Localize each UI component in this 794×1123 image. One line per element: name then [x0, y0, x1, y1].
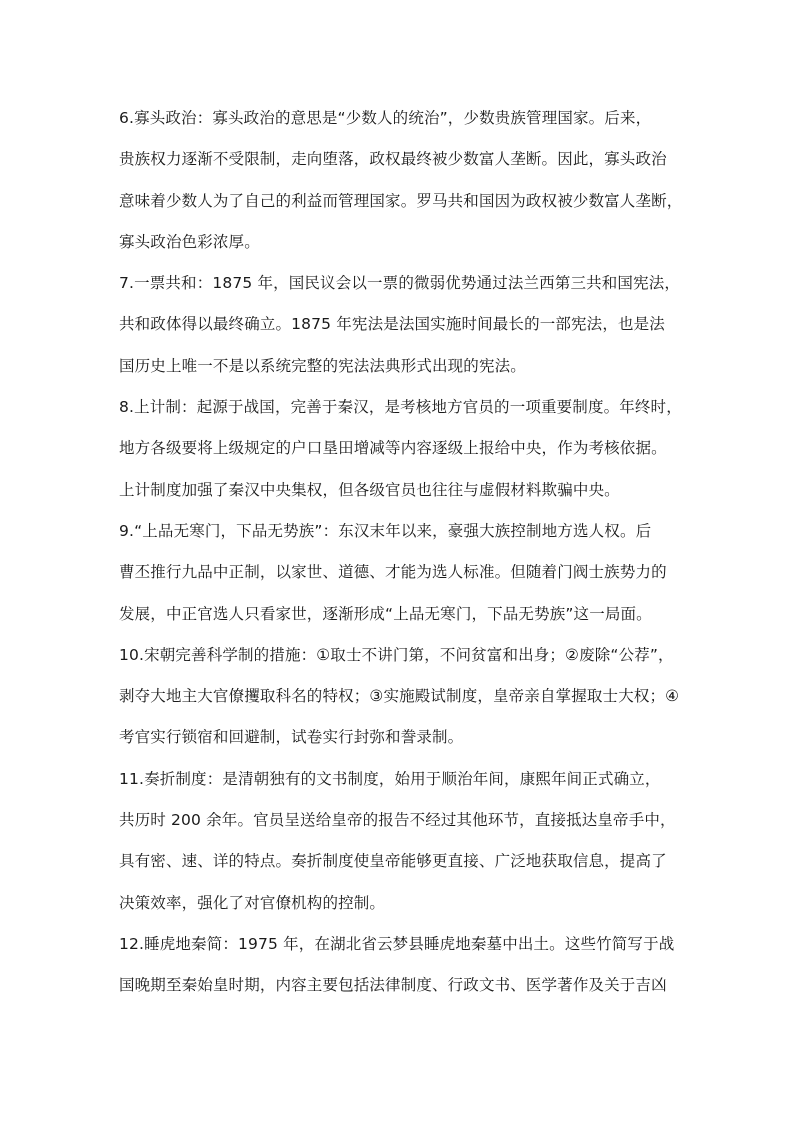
text-line: 决策效率，强化了对官僚机构的控制。: [119, 893, 386, 912]
text-line: 7.一票共和：1875 年，国民议会以一票的微弱优势通过法兰西第三共和国宪法，: [119, 274, 681, 293]
text-line: 共和政体得以最终确立。1875 年宪法是法国实施时间最长的一部宪法，也是法: [119, 315, 665, 334]
entry-oligarchy: [119, 102, 694, 267]
entry-one-vote-republic: [119, 267, 694, 391]
text-line: 意味着少数人为了自己的利益而管理国家。罗马共和国因为政权被少数富人垄断，: [119, 191, 683, 210]
text-line: 10.宋朝完善科学制的措施：①取士不讲门第，不问贫富和出身；②废除“公荐”，: [119, 645, 674, 664]
text-line: 国历史上唯一不是以系统完整的宪法法典形式出现的宪法。: [119, 356, 526, 375]
entry-nine-rank-system: [119, 515, 694, 639]
text-line: 具有密、速、详的特点。奏折制度使皇帝能够更直接、广泛地获取信息，提高了: [119, 852, 667, 871]
text-line: 上计制度加强了秦汉中央集权，但各级官员也往往与虚假材料欺骗中央。: [119, 480, 620, 499]
document-body: [119, 102, 694, 1007]
text-line: 6.寡头政治：寡头政治的意思是“少数人的统治”，少数贵族管理国家。后来，: [119, 109, 652, 127]
entry-shuihudi-slips: [119, 928, 694, 1007]
text-line: 地方各级要将上级规定的户口垦田增减等内容逐级上报给中央，作为考核依据。: [119, 439, 667, 458]
text-line: 考官实行锁宿和回避制，试卷实行封弥和誊录制。: [119, 728, 464, 747]
entry-song-exam-measures: [119, 639, 694, 763]
entry-shangji-system: [119, 391, 694, 515]
text-line: 12.睡虎地秦简：1975 年，在湖北省云梦县睡虎地秦墓中出土。这些竹简写于战: [119, 934, 675, 953]
text-line: 国晚期至秦始皇时期，内容主要包括法律制度、行政文书、医学著作及关于吉凶: [119, 976, 667, 995]
text-line: 9.“上品无寒门，下品无势族”：东汉末年以来，豪强大族控制地方选人权。后: [119, 521, 652, 540]
text-line: 发展，中正官选人只看家世，逐渐形成“上品无寒门，下品无势族”这一局面。: [119, 604, 652, 623]
entry-memorial-system: [119, 763, 694, 928]
text-line: 共历时 200 余年。官员呈送给皇帝的报告不经过其他环节，直接抵达皇帝手中，: [119, 811, 676, 830]
text-line: 贵族权力逐渐不受限制，走向堕落，政权最终被少数富人垄断。因此，寡头政治: [119, 150, 667, 169]
text-line: 11.奏折制度：是清朝独有的文书制度，始用于顺治年间，康熙年间正式确立，: [119, 769, 661, 788]
text-line: 寡头政治色彩浓厚。: [119, 232, 260, 251]
text-line: 曹丕推行九品中正制，以家世、道德、才能为选人标准。但随着门阀士族势力的: [119, 563, 667, 582]
text-line: 剥夺大地主大官僚攫取科名的特权；③实施殿试制度，皇帝亲自掌握取士大权；④: [119, 687, 680, 706]
text-line: 8.上计制：起源于战国，完善于秦汉，是考核地方官员的一项重要制度。年终时，: [119, 398, 682, 417]
